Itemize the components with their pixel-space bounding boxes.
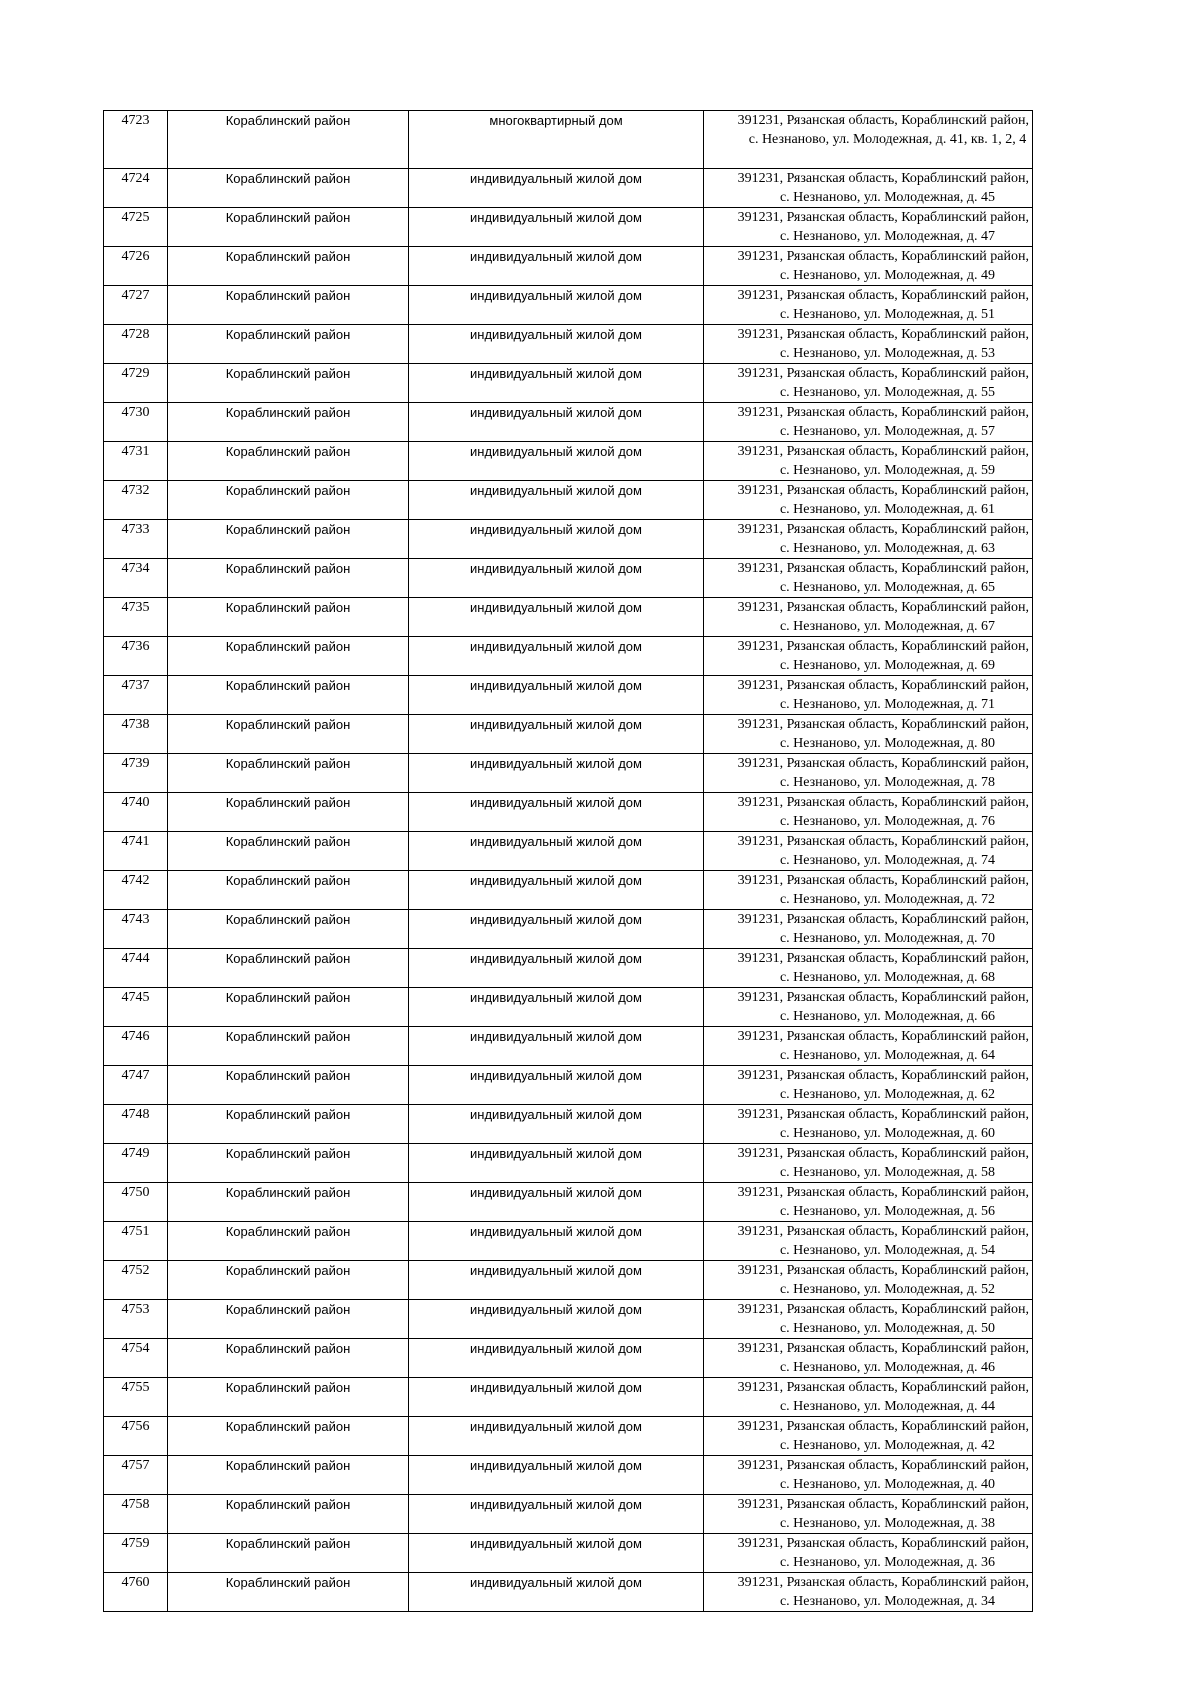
- building-type-cell: индивидуальный жилой дом: [409, 1144, 704, 1183]
- row-number-cell: 4741: [104, 832, 168, 871]
- district-cell: Кораблинский район: [168, 598, 409, 637]
- address-cell: [704, 1339, 1033, 1378]
- address-line-1: 391231, Рязанская область, Кораблинский район,: [737, 1419, 1029, 1434]
- table-row: [104, 1300, 1033, 1339]
- row-number-cell: 4730: [104, 403, 168, 442]
- address-cell: [704, 247, 1033, 286]
- table-row: [104, 1144, 1033, 1183]
- address-line-2: с. Незнаново, ул. Молодежная, д. 44: [779, 1399, 996, 1414]
- table-row: [104, 1066, 1033, 1105]
- table-row: [104, 715, 1033, 754]
- building-type-cell: индивидуальный жилой дом: [409, 988, 704, 1027]
- address-line-2: с. Незнаново, ул. Молодежная, д. 56: [779, 1204, 996, 1219]
- address-line-1: 391231, Рязанская область, Кораблинский район,: [737, 1107, 1029, 1122]
- building-type-cell: индивидуальный жилой дом: [409, 1222, 704, 1261]
- address-cell: [704, 1300, 1033, 1339]
- address-line-2: с. Незнаново, ул. Молодежная, д. 69: [779, 658, 996, 673]
- row-number-cell: 4729: [104, 364, 168, 403]
- row-number-cell: 4757: [104, 1456, 168, 1495]
- table-row: [104, 325, 1033, 364]
- district-cell: Кораблинский район: [168, 325, 409, 364]
- address-line-1: 391231, Рязанская область, Кораблинский район,: [737, 990, 1029, 1005]
- address-cell: [704, 1378, 1033, 1417]
- address-cell: [704, 364, 1033, 403]
- address-line-1: 391231, Рязанская область, Кораблинский район,: [737, 249, 1029, 264]
- table-row: [104, 1378, 1033, 1417]
- address-line-2: с. Незнаново, ул. Молодежная, д. 45: [779, 190, 996, 205]
- address-line-2: с. Незнаново, ул. Молодежная, д. 38: [779, 1516, 996, 1531]
- building-type-cell: индивидуальный жилой дом: [409, 442, 704, 481]
- address-line-2: с. Незнаново, ул. Молодежная, д. 71: [779, 697, 996, 712]
- row-number-cell: 4749: [104, 1144, 168, 1183]
- district-cell: Кораблинский район: [168, 1456, 409, 1495]
- address-cell: [704, 169, 1033, 208]
- address-line-2: с. Незнаново, ул. Молодежная, д. 52: [779, 1282, 996, 1297]
- table-row: [104, 1456, 1033, 1495]
- building-type-cell: индивидуальный жилой дом: [409, 1105, 704, 1144]
- district-cell: Кораблинский район: [168, 715, 409, 754]
- building-type-cell: индивидуальный жилой дом: [409, 715, 704, 754]
- address-line-2: с. Незнаново, ул. Молодежная, д. 66: [779, 1009, 996, 1024]
- district-cell: Кораблинский район: [168, 1573, 409, 1612]
- row-number-cell: 4732: [104, 481, 168, 520]
- address-cell: [704, 1027, 1033, 1066]
- row-number-cell: 4743: [104, 910, 168, 949]
- district-cell: Кораблинский район: [168, 481, 409, 520]
- table-row: [104, 111, 1033, 169]
- row-number-cell: 4755: [104, 1378, 168, 1417]
- address-cell: [704, 481, 1033, 520]
- table-row: [104, 676, 1033, 715]
- address-cell: [704, 1183, 1033, 1222]
- building-type-cell: индивидуальный жилой дом: [409, 754, 704, 793]
- row-number-cell: 4727: [104, 286, 168, 325]
- address-line-1: 391231, Рязанская область, Кораблинский район,: [737, 288, 1029, 303]
- building-type-cell: индивидуальный жилой дом: [409, 1339, 704, 1378]
- district-cell: Кораблинский район: [168, 1417, 409, 1456]
- row-number-cell: 4731: [104, 442, 168, 481]
- building-type-cell: индивидуальный жилой дом: [409, 871, 704, 910]
- address-cell: [704, 910, 1033, 949]
- district-cell: Кораблинский район: [168, 559, 409, 598]
- building-type-cell: индивидуальный жилой дом: [409, 1027, 704, 1066]
- building-type-cell: индивидуальный жилой дом: [409, 1066, 704, 1105]
- address-cell: [704, 988, 1033, 1027]
- district-cell: Кораблинский район: [168, 988, 409, 1027]
- address-line-2: с. Незнаново, ул. Молодежная, д. 60: [779, 1126, 996, 1141]
- row-number-cell: 4746: [104, 1027, 168, 1066]
- address-line-1: 391231, Рязанская область, Кораблинский район,: [737, 405, 1029, 420]
- row-number-cell: 4736: [104, 637, 168, 676]
- address-cell: [704, 559, 1033, 598]
- district-cell: Кораблинский район: [168, 169, 409, 208]
- district-cell: Кораблинский район: [168, 1378, 409, 1417]
- building-type-cell: индивидуальный жилой дом: [409, 403, 704, 442]
- address-cell: [704, 1222, 1033, 1261]
- building-type-cell: индивидуальный жилой дом: [409, 325, 704, 364]
- address-cell: [704, 1456, 1033, 1495]
- row-number-cell: 4739: [104, 754, 168, 793]
- address-line-2: с. Незнаново, ул. Молодежная, д. 50: [779, 1321, 996, 1336]
- district-cell: Кораблинский район: [168, 754, 409, 793]
- address-line-1: 391231, Рязанская область, Кораблинский район,: [737, 113, 1029, 128]
- address-cell: [704, 1105, 1033, 1144]
- row-number-cell: 4744: [104, 949, 168, 988]
- address-cell: [704, 1573, 1033, 1612]
- row-number-cell: 4760: [104, 1573, 168, 1612]
- building-type-cell: индивидуальный жилой дом: [409, 1378, 704, 1417]
- address-cell: [704, 871, 1033, 910]
- row-number-cell: 4723: [104, 111, 168, 169]
- row-number-cell: 4738: [104, 715, 168, 754]
- building-type-cell: индивидуальный жилой дом: [409, 247, 704, 286]
- table-row: [104, 1495, 1033, 1534]
- address-line-2: с. Незнаново, ул. Молодежная, д. 62: [779, 1087, 996, 1102]
- address-line-2: с. Незнаново, ул. Молодежная, д. 54: [779, 1243, 996, 1258]
- address-line-1: 391231, Рязанская область, Кораблинский район,: [737, 1575, 1029, 1590]
- building-type-cell: индивидуальный жилой дом: [409, 520, 704, 559]
- row-number-cell: 4728: [104, 325, 168, 364]
- address-line-1: 391231, Рязанская область, Кораблинский район,: [737, 1458, 1029, 1473]
- address-line-2: с. Незнаново, ул. Молодежная, д. 61: [779, 502, 996, 517]
- address-line-1: 391231, Рязанская область, Кораблинский район,: [737, 678, 1029, 693]
- table-row: [104, 1573, 1033, 1612]
- address-line-1: 391231, Рязанская область, Кораблинский район,: [737, 1380, 1029, 1395]
- address-cell: [704, 1261, 1033, 1300]
- district-cell: Кораблинский район: [168, 442, 409, 481]
- address-line-1: 391231, Рязанская область, Кораблинский район,: [737, 600, 1029, 615]
- building-type-cell: индивидуальный жилой дом: [409, 1261, 704, 1300]
- table-row: [104, 364, 1033, 403]
- address-line-1: 391231, Рязанская область, Кораблинский район,: [737, 1302, 1029, 1317]
- address-line-2: с. Незнаново, ул. Молодежная, д. 49: [779, 268, 996, 283]
- building-type-cell: индивидуальный жилой дом: [409, 949, 704, 988]
- address-line-2: с. Незнаново, ул. Молодежная, д. 74: [779, 853, 996, 868]
- address-cell: [704, 403, 1033, 442]
- address-line-1: 391231, Рязанская область, Кораблинский район,: [737, 327, 1029, 342]
- address-line-1: 391231, Рязанская область, Кораблинский район,: [737, 756, 1029, 771]
- district-cell: Кораблинский район: [168, 1300, 409, 1339]
- address-line-2: с. Незнаново, ул. Молодежная, д. 36: [779, 1555, 996, 1570]
- address-line-2: с. Незнаново, ул. Молодежная, д. 40: [779, 1477, 996, 1492]
- table-row: [104, 1105, 1033, 1144]
- address-cell: [704, 637, 1033, 676]
- address-line-1: 391231, Рязанская область, Кораблинский район,: [737, 366, 1029, 381]
- row-number-cell: 4758: [104, 1495, 168, 1534]
- building-type-cell: индивидуальный жилой дом: [409, 1495, 704, 1534]
- district-cell: Кораблинский район: [168, 1066, 409, 1105]
- table-row: [104, 949, 1033, 988]
- address-line-1: 391231, Рязанская область, Кораблинский район,: [737, 951, 1029, 966]
- building-type-cell: индивидуальный жилой дом: [409, 559, 704, 598]
- district-cell: Кораблинский район: [168, 208, 409, 247]
- table-row: [104, 1417, 1033, 1456]
- table-row: [104, 247, 1033, 286]
- table-row: [104, 1339, 1033, 1378]
- address-line-2: с. Незнаново, ул. Молодежная, д. 64: [779, 1048, 996, 1063]
- row-number-cell: 4754: [104, 1339, 168, 1378]
- district-cell: Кораблинский район: [168, 1495, 409, 1534]
- housing-registry-table: [103, 110, 1033, 1612]
- district-cell: Кораблинский район: [168, 832, 409, 871]
- address-line-1: 391231, Рязанская область, Кораблинский район,: [737, 210, 1029, 225]
- address-cell: [704, 111, 1033, 169]
- address-line-1: 391231, Рязанская область, Кораблинский район,: [737, 1185, 1029, 1200]
- address-line-1: 391231, Рязанская область, Кораблинский район,: [737, 444, 1029, 459]
- address-line-2: с. Незнаново, ул. Молодежная, д. 41, кв. 1, 2, 4: [748, 132, 1027, 147]
- address-line-1: 391231, Рязанская область, Кораблинский район,: [737, 522, 1029, 537]
- table-row: [104, 481, 1033, 520]
- building-type-cell: индивидуальный жилой дом: [409, 832, 704, 871]
- address-cell: [704, 598, 1033, 637]
- table-row: [104, 793, 1033, 832]
- address-line-2: с. Незнаново, ул. Молодежная, д. 63: [779, 541, 996, 556]
- row-number-cell: 4734: [104, 559, 168, 598]
- address-line-1: 391231, Рязанская область, Кораблинский район,: [737, 1536, 1029, 1551]
- row-number-cell: 4742: [104, 871, 168, 910]
- district-cell: Кораблинский район: [168, 1261, 409, 1300]
- row-number-cell: 4748: [104, 1105, 168, 1144]
- address-cell: [704, 1534, 1033, 1573]
- row-number-cell: 4740: [104, 793, 168, 832]
- building-type-cell: индивидуальный жилой дом: [409, 1534, 704, 1573]
- address-line-2: с. Незнаново, ул. Молодежная, д. 42: [779, 1438, 996, 1453]
- address-cell: [704, 1066, 1033, 1105]
- address-line-1: 391231, Рязанская область, Кораблинский район,: [737, 1341, 1029, 1356]
- address-cell: [704, 520, 1033, 559]
- district-cell: Кораблинский район: [168, 520, 409, 559]
- row-number-cell: 4733: [104, 520, 168, 559]
- table-row: [104, 442, 1033, 481]
- table-row: [104, 1183, 1033, 1222]
- table-row: [104, 754, 1033, 793]
- address-line-2: с. Незнаново, ул. Молодежная, д. 76: [779, 814, 996, 829]
- address-cell: [704, 286, 1033, 325]
- table-row: [104, 169, 1033, 208]
- row-number-cell: 4726: [104, 247, 168, 286]
- address-line-2: с. Незнаново, ул. Молодежная, д. 51: [779, 307, 996, 322]
- building-type-cell: индивидуальный жилой дом: [409, 481, 704, 520]
- district-cell: Кораблинский район: [168, 1339, 409, 1378]
- building-type-cell: индивидуальный жилой дом: [409, 1183, 704, 1222]
- table-row: [104, 988, 1033, 1027]
- district-cell: Кораблинский район: [168, 1222, 409, 1261]
- row-number-cell: 4724: [104, 169, 168, 208]
- row-number-cell: 4753: [104, 1300, 168, 1339]
- address-line-2: с. Незнаново, ул. Молодежная, д. 70: [779, 931, 996, 946]
- address-line-2: с. Незнаново, ул. Молодежная, д. 80: [779, 736, 996, 751]
- address-cell: [704, 1144, 1033, 1183]
- address-cell: [704, 949, 1033, 988]
- address-line-2: с. Незнаново, ул. Молодежная, д. 58: [779, 1165, 996, 1180]
- district-cell: Кораблинский район: [168, 1027, 409, 1066]
- address-line-2: с. Незнаново, ул. Молодежная, д. 34: [779, 1594, 996, 1609]
- building-type-cell: индивидуальный жилой дом: [409, 1300, 704, 1339]
- table-row: [104, 1027, 1033, 1066]
- district-cell: Кораблинский район: [168, 793, 409, 832]
- row-number-cell: 4745: [104, 988, 168, 1027]
- address-line-2: с. Незнаново, ул. Молодежная, д. 78: [779, 775, 996, 790]
- district-cell: Кораблинский район: [168, 637, 409, 676]
- district-cell: Кораблинский район: [168, 1105, 409, 1144]
- address-line-1: 391231, Рязанская область, Кораблинский район,: [737, 912, 1029, 927]
- building-type-cell: индивидуальный жилой дом: [409, 637, 704, 676]
- table-row: [104, 403, 1033, 442]
- address-cell: [704, 442, 1033, 481]
- address-line-2: с. Незнаново, ул. Молодежная, д. 67: [779, 619, 996, 634]
- table-row: [104, 286, 1033, 325]
- address-cell: [704, 676, 1033, 715]
- address-line-2: с. Незнаново, ул. Молодежная, д. 55: [779, 385, 996, 400]
- district-cell: Кораблинский район: [168, 871, 409, 910]
- row-number-cell: 4747: [104, 1066, 168, 1105]
- table-row: [104, 637, 1033, 676]
- building-type-cell: индивидуальный жилой дом: [409, 793, 704, 832]
- table-row: [104, 1261, 1033, 1300]
- building-type-cell: индивидуальный жилой дом: [409, 910, 704, 949]
- district-cell: Кораблинский район: [168, 910, 409, 949]
- address-line-2: с. Незнаново, ул. Молодежная, д. 59: [779, 463, 996, 478]
- building-type-cell: индивидуальный жилой дом: [409, 364, 704, 403]
- address-cell: [704, 208, 1033, 247]
- row-number-cell: 4737: [104, 676, 168, 715]
- table-row: [104, 1534, 1033, 1573]
- address-line-2: с. Незнаново, ул. Молодежная, д. 47: [779, 229, 996, 244]
- district-cell: Кораблинский район: [168, 111, 409, 169]
- address-line-1: 391231, Рязанская область, Кораблинский район,: [737, 795, 1029, 810]
- address-line-1: 391231, Рязанская область, Кораблинский район,: [737, 1497, 1029, 1512]
- building-type-cell: индивидуальный жилой дом: [409, 208, 704, 247]
- table-row: [104, 871, 1033, 910]
- row-number-cell: 4735: [104, 598, 168, 637]
- district-cell: Кораблинский район: [168, 286, 409, 325]
- district-cell: Кораблинский район: [168, 1144, 409, 1183]
- table-row: [104, 559, 1033, 598]
- address-cell: [704, 1417, 1033, 1456]
- address-line-2: с. Незнаново, ул. Молодежная, д. 72: [779, 892, 996, 907]
- address-line-1: 391231, Рязанская область, Кораблинский район,: [737, 1068, 1029, 1083]
- district-cell: Кораблинский район: [168, 1183, 409, 1222]
- building-type-cell: индивидуальный жилой дом: [409, 1456, 704, 1495]
- address-line-1: 391231, Рязанская область, Кораблинский район,: [737, 717, 1029, 732]
- row-number-cell: 4751: [104, 1222, 168, 1261]
- address-line-1: 391231, Рязанская область, Кораблинский район,: [737, 561, 1029, 576]
- address-line-2: с. Незнаново, ул. Молодежная, д. 68: [779, 970, 996, 985]
- building-type-cell: многоквартирный дом: [409, 111, 704, 169]
- address-cell: [704, 325, 1033, 364]
- building-type-cell: индивидуальный жилой дом: [409, 286, 704, 325]
- table-row: [104, 910, 1033, 949]
- district-cell: Кораблинский район: [168, 364, 409, 403]
- address-line-2: с. Незнаново, ул. Молодежная, д. 53: [779, 346, 996, 361]
- building-type-cell: индивидуальный жилой дом: [409, 1573, 704, 1612]
- district-cell: Кораблинский район: [168, 1534, 409, 1573]
- registry-table-body: [104, 111, 1033, 1612]
- address-line-1: 391231, Рязанская область, Кораблинский район,: [737, 1029, 1029, 1044]
- address-line-2: с. Незнаново, ул. Молодежная, д. 46: [779, 1360, 996, 1375]
- address-cell: [704, 715, 1033, 754]
- address-line-1: 391231, Рязанская область, Кораблинский район,: [737, 1263, 1029, 1278]
- address-line-1: 391231, Рязанская область, Кораблинский район,: [737, 639, 1029, 654]
- address-cell: [704, 832, 1033, 871]
- table-row: [104, 208, 1033, 247]
- row-number-cell: 4752: [104, 1261, 168, 1300]
- row-number-cell: 4725: [104, 208, 168, 247]
- address-line-1: 391231, Рязанская область, Кораблинский район,: [737, 834, 1029, 849]
- district-cell: Кораблинский район: [168, 403, 409, 442]
- district-cell: Кораблинский район: [168, 247, 409, 286]
- district-cell: Кораблинский район: [168, 949, 409, 988]
- district-cell: Кораблинский район: [168, 676, 409, 715]
- building-type-cell: индивидуальный жилой дом: [409, 676, 704, 715]
- row-number-cell: 4750: [104, 1183, 168, 1222]
- row-number-cell: 4756: [104, 1417, 168, 1456]
- table-row: [104, 832, 1033, 871]
- address-line-1: 391231, Рязанская область, Кораблинский район,: [737, 483, 1029, 498]
- building-type-cell: индивидуальный жилой дом: [409, 598, 704, 637]
- address-line-2: с. Незнаново, ул. Молодежная, д. 57: [779, 424, 996, 439]
- address-cell: [704, 754, 1033, 793]
- address-line-1: 391231, Рязанская область, Кораблинский район,: [737, 1146, 1029, 1161]
- address-line-1: 391231, Рязанская область, Кораблинский район,: [737, 873, 1029, 888]
- table-row: [104, 598, 1033, 637]
- address-cell: [704, 1495, 1033, 1534]
- address-line-1: 391231, Рязанская область, Кораблинский район,: [737, 171, 1029, 186]
- address-cell: [704, 793, 1033, 832]
- table-row: [104, 520, 1033, 559]
- address-line-1: 391231, Рязанская область, Кораблинский район,: [737, 1224, 1029, 1239]
- building-type-cell: индивидуальный жилой дом: [409, 1417, 704, 1456]
- building-type-cell: индивидуальный жилой дом: [409, 169, 704, 208]
- address-line-2: с. Незнаново, ул. Молодежная, д. 65: [779, 580, 996, 595]
- table-row: [104, 1222, 1033, 1261]
- row-number-cell: 4759: [104, 1534, 168, 1573]
